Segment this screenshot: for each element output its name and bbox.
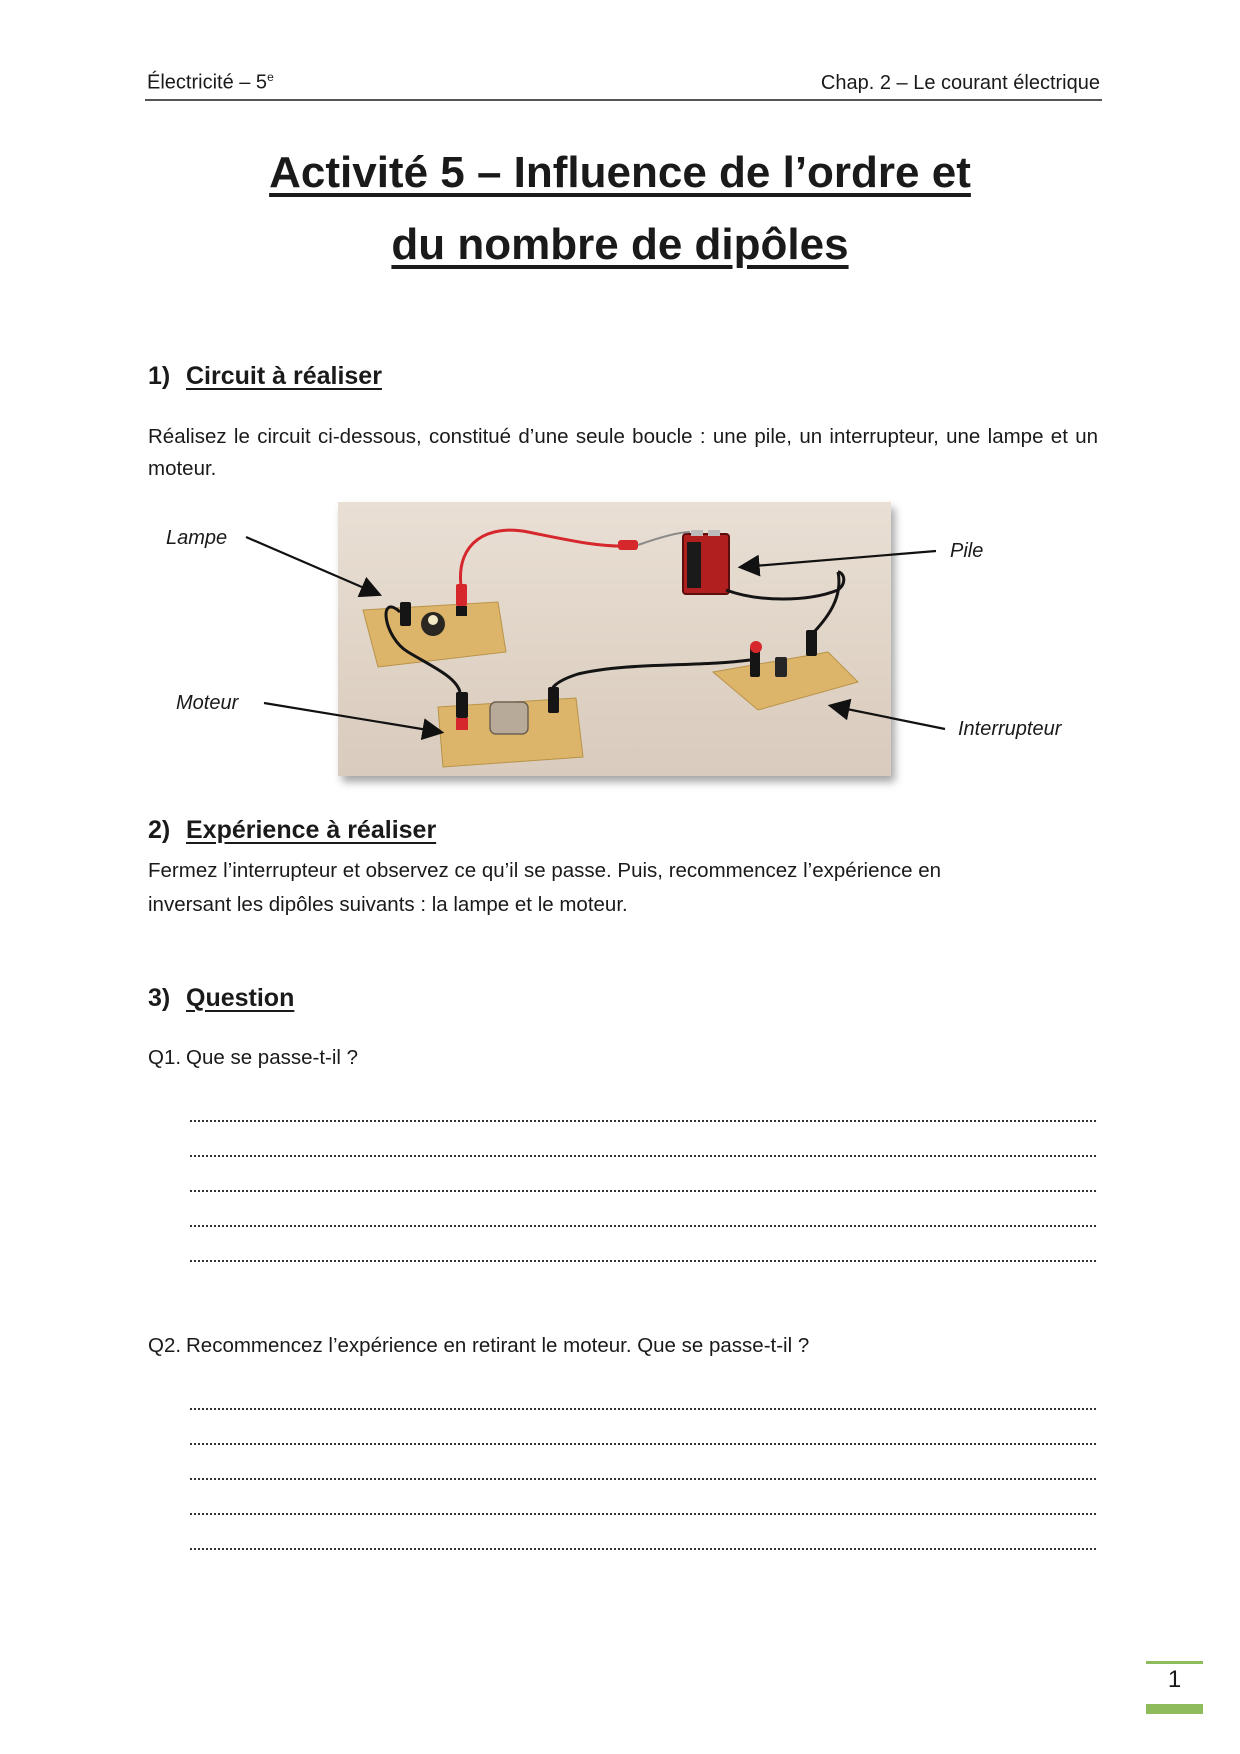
motor-terminal-black bbox=[456, 692, 468, 718]
lamp-bulb bbox=[428, 615, 438, 625]
motor-body bbox=[490, 702, 528, 734]
lamp-terminal-red bbox=[456, 584, 467, 606]
answer-line[interactable] bbox=[190, 1225, 1096, 1227]
callout-pile: Pile bbox=[950, 540, 984, 562]
answer-line[interactable] bbox=[190, 1478, 1096, 1480]
motor-terminal-red bbox=[456, 718, 468, 730]
battery-terminal-2 bbox=[708, 530, 720, 536]
callout-lampe: Lampe bbox=[166, 527, 228, 549]
page-number-bottom-bar bbox=[1146, 1704, 1203, 1714]
circuit-photo bbox=[338, 502, 891, 776]
answer-line[interactable] bbox=[190, 1190, 1096, 1192]
question-1 bbox=[148, 1046, 358, 1070]
battery-label-band bbox=[687, 542, 701, 588]
page-title-line-1: Activité 5 – Influence de l’ordre et bbox=[269, 148, 971, 197]
section-2-line-2: inversant les dipôles suivants : la lampe et le moteur. bbox=[148, 893, 628, 916]
callout-interrupteur: Interrupteur bbox=[958, 718, 1062, 740]
circuit-photo-illustration bbox=[338, 502, 891, 776]
answer-line[interactable] bbox=[190, 1120, 1096, 1122]
question-1-text: Que se passe-t-il ? bbox=[186, 1046, 359, 1069]
section-2-label: Expérience à réaliser bbox=[186, 816, 437, 844]
question-2 bbox=[148, 1334, 809, 1358]
section-2-heading bbox=[148, 816, 436, 845]
answer-line[interactable] bbox=[190, 1408, 1096, 1410]
section-3-number: 3) bbox=[148, 984, 171, 1012]
answer-line[interactable] bbox=[190, 1443, 1096, 1445]
answer-line[interactable] bbox=[190, 1513, 1096, 1515]
answer-line[interactable] bbox=[190, 1155, 1096, 1157]
switch-terminal-right bbox=[806, 630, 817, 656]
page-title-line-2: du nombre de dipôles bbox=[391, 220, 849, 269]
header-subject bbox=[147, 70, 274, 95]
header-divider bbox=[145, 99, 1102, 101]
question-2-text: Recommencez l’expérience en retirant le moteur. Que se passe-t-il ? bbox=[186, 1334, 810, 1357]
section-1-label: Circuit à réaliser bbox=[186, 362, 382, 390]
answer-line[interactable] bbox=[190, 1548, 1096, 1550]
section-1-instructions: Réalisez le circuit ci-dessous, constitué d’une seule boucle : une pile, un interrupteur, une lampe et un moteur. bbox=[148, 425, 1098, 480]
question-1-number: Q1. bbox=[148, 1046, 182, 1069]
page-number: 1 bbox=[1167, 1666, 1182, 1693]
section-2-line-1: Fermez l’interrupteur et observez ce qu’il se passe. Puis, recommencez l’expérience en bbox=[148, 859, 942, 882]
switch-lever bbox=[775, 657, 787, 677]
header-subject-text: Électricité – 5 bbox=[147, 71, 268, 94]
section-2-number: 2) bbox=[148, 816, 171, 844]
section-3-label: Question bbox=[186, 984, 295, 1012]
wire-red-plug bbox=[618, 540, 638, 550]
section-1-heading bbox=[148, 362, 382, 391]
question-2-number: Q2. bbox=[148, 1334, 182, 1357]
section-3-heading bbox=[148, 984, 294, 1013]
lamp-terminal-black bbox=[400, 602, 411, 626]
page-number-top-bar bbox=[1146, 1661, 1203, 1664]
section-1-number: 1) bbox=[148, 362, 171, 390]
header-grade-sup: e bbox=[267, 70, 274, 84]
header-chapter: Chap. 2 – Le courant électrique bbox=[820, 72, 1100, 94]
battery-terminal-1 bbox=[691, 530, 703, 536]
callout-moteur: Moteur bbox=[176, 692, 239, 714]
lamp-terminal-base bbox=[456, 606, 467, 616]
answer-line[interactable] bbox=[190, 1260, 1096, 1262]
switch-red-cap bbox=[750, 641, 762, 653]
